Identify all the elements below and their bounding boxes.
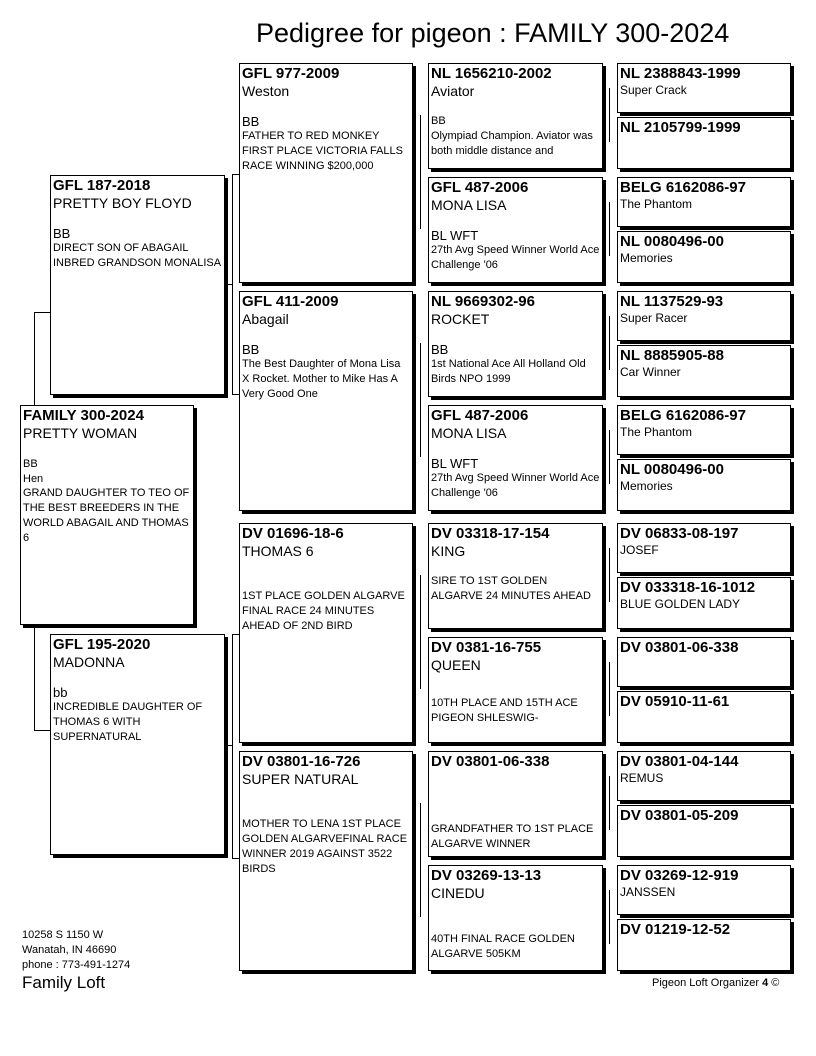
bird-name: Car Winner bbox=[620, 365, 681, 379]
app-name: Pigeon Loft Organizer bbox=[652, 977, 760, 989]
copyright-symbol: © bbox=[771, 977, 780, 989]
connector bbox=[34, 312, 50, 313]
address-line-1: 10258 S 1150 W bbox=[22, 929, 104, 941]
connector bbox=[420, 575, 421, 689]
sire-notes: DIRECT SON OF ABAGAIL INBRED GRANDSON MONALISA bbox=[53, 242, 222, 269]
gen5-card bbox=[617, 63, 791, 113]
band-id: DV 03801-06-338 bbox=[431, 753, 550, 770]
band-id: GFL 977-2009 bbox=[242, 65, 340, 82]
band-id: NL 1137529-93 bbox=[620, 293, 724, 310]
band-id: NL 2105799-1999 bbox=[620, 119, 741, 136]
bird-name: REMUS bbox=[620, 771, 664, 785]
bird-name: MONA LISA bbox=[431, 425, 507, 441]
band-id: DV 06833-08-197 bbox=[620, 525, 739, 542]
gen5-card bbox=[617, 231, 791, 283]
gen5-card bbox=[617, 577, 791, 629]
bird-color: BL WFT bbox=[431, 456, 479, 471]
page-title: Pedigree for pigeon : FAMILY 300-2024 bbox=[256, 18, 730, 48]
great-grandparent-card bbox=[428, 865, 603, 971]
bird-name: QUEEN bbox=[431, 657, 481, 673]
subject-notes: GRAND DAUGHTER TO TEO OF THE BEST BREEDERS IN THE WORLD ABAGAIL AND THOMAS 6 bbox=[23, 487, 190, 544]
band-id: DV 01696-18-6 bbox=[242, 525, 344, 542]
bird-name: Abagail bbox=[242, 311, 289, 327]
connector bbox=[224, 284, 232, 285]
band-id: DV 03269-12-919 bbox=[620, 867, 739, 884]
bird-name: BLUE GOLDEN LADY bbox=[620, 597, 741, 611]
connector bbox=[420, 803, 421, 917]
gen5-card bbox=[617, 865, 791, 915]
dam-band-id: GFL 195-2020 bbox=[53, 636, 151, 653]
bird-notes: MOTHER TO LENA 1ST PLACE GOLDEN ALGARVEFINAL RACE WINNER 2019 AGAINST 3522 BIRDS bbox=[242, 818, 408, 875]
bird-color bbox=[242, 574, 410, 589]
connector bbox=[232, 174, 233, 394]
gen5-card bbox=[617, 805, 791, 857]
bird-notes: SIRE TO 1ST GOLDEN ALGARVE 24 MINUTES AHEAD bbox=[431, 575, 591, 602]
loft-name: Family Loft bbox=[22, 973, 106, 992]
gen5-card bbox=[617, 291, 791, 341]
bird-notes: 1ST PLACE GOLDEN ALGARVE FINAL RACE 24 MINUTES AHEAD OF 2ND BIRD bbox=[242, 590, 405, 632]
band-id: GFL 411-2009 bbox=[242, 293, 339, 310]
bird-color: BB bbox=[242, 342, 260, 357]
connector bbox=[609, 776, 610, 830]
bird-notes: 10TH PLACE AND 15TH ACE PIGEON SHLESWIG- bbox=[431, 697, 578, 724]
band-id: NL 8885905-88 bbox=[620, 347, 724, 364]
connector bbox=[232, 394, 239, 395]
bird-name: The Phantom bbox=[620, 425, 693, 439]
connector bbox=[224, 745, 232, 746]
connector bbox=[609, 548, 610, 602]
bird-name: MONA LISA bbox=[431, 197, 507, 213]
great-grandparent-card bbox=[428, 63, 603, 169]
bird-color: BB bbox=[242, 114, 260, 129]
connector bbox=[34, 312, 35, 406]
bird-name: Super Crack bbox=[620, 83, 687, 97]
bird-name: JOSEF bbox=[620, 543, 659, 557]
bird-name: ROCKET bbox=[431, 311, 490, 327]
subject-name: PRETTY WOMAN bbox=[23, 425, 138, 441]
great-grandparent-card bbox=[428, 291, 603, 397]
band-id: DV 03801-06-338 bbox=[620, 639, 739, 656]
bird-color bbox=[242, 802, 410, 817]
bird-name: CINEDU bbox=[431, 885, 485, 901]
bird-color: BL WFT bbox=[431, 228, 479, 243]
bird-notes: 1st National Ace All Holland Old Birds NPO 1999 bbox=[431, 358, 586, 385]
great-grandparent-card bbox=[428, 751, 603, 857]
grandparent-card bbox=[239, 523, 413, 743]
bird-color: BB bbox=[431, 342, 449, 357]
gen5-card bbox=[617, 751, 791, 801]
phone: phone : 773-491-1274 bbox=[22, 959, 131, 971]
band-id: GFL 487-2006 bbox=[431, 179, 529, 196]
gen5-card bbox=[617, 523, 791, 573]
bird-name: Aviator bbox=[431, 83, 475, 99]
connector bbox=[609, 316, 610, 370]
band-id: DV 03801-04-144 bbox=[620, 753, 739, 770]
subject-band-id: FAMILY 300-2024 bbox=[23, 407, 144, 424]
bird-name: Weston bbox=[242, 83, 290, 99]
band-id: DV 05910-11-61 bbox=[620, 693, 730, 710]
bird-name: KING bbox=[431, 543, 466, 559]
connector bbox=[609, 662, 610, 716]
band-id: NL 0080496-00 bbox=[620, 233, 724, 250]
sire-band-id: GFL 187-2018 bbox=[53, 177, 151, 194]
dam-color: bb bbox=[53, 685, 68, 700]
connector bbox=[232, 858, 239, 859]
band-id: DV 033318-16-1012 bbox=[620, 579, 756, 596]
sire-color: BB bbox=[53, 226, 71, 241]
gen5-card bbox=[617, 637, 791, 687]
connector bbox=[420, 115, 421, 229]
grandparent-card bbox=[239, 751, 413, 971]
gen5-card bbox=[617, 691, 791, 743]
bird-notes: The Best Daughter of Mona Lisa X Rocket. Mother to Mike Has A Very Good One bbox=[242, 358, 401, 400]
subject-sex: Hen bbox=[23, 473, 44, 485]
gen5-card bbox=[617, 177, 791, 227]
bird-name: THOMAS 6 bbox=[242, 543, 314, 559]
band-id: DV 03318-17-154 bbox=[431, 525, 550, 542]
connector bbox=[420, 343, 421, 457]
great-grandparent-card bbox=[428, 405, 603, 511]
owner-address bbox=[22, 928, 130, 973]
connector bbox=[609, 890, 610, 944]
band-id: NL 2388843-1999 bbox=[620, 65, 741, 82]
subject-color: BB bbox=[23, 458, 38, 470]
subject-card bbox=[20, 405, 194, 625]
great-grandparent-card bbox=[428, 177, 603, 283]
grandparent-card bbox=[239, 63, 413, 283]
connector bbox=[609, 430, 610, 484]
bird-notes: FATHER TO RED MONKEY FIRST PLACE VICTORIA FALLS RACE WINNING $200,000 bbox=[242, 130, 403, 172]
great-grandparent-card bbox=[428, 637, 603, 743]
grandparent-card bbox=[239, 291, 413, 511]
connector bbox=[232, 634, 239, 635]
gen5-card bbox=[617, 345, 791, 397]
connector bbox=[232, 634, 233, 858]
sire-name: PRETTY BOY FLOYD bbox=[53, 195, 192, 211]
band-id: BELG 6162086-97 bbox=[620, 179, 746, 196]
bird-name: JANSSEN bbox=[620, 885, 676, 899]
bird-name: SUPER NATURAL bbox=[242, 771, 359, 787]
dam-notes: INCREDIBLE DAUGHTER OF THOMAS 6 WITH SUPERNATURAL bbox=[53, 701, 203, 743]
connector bbox=[609, 88, 610, 142]
band-id: DV 03801-16-726 bbox=[242, 753, 361, 770]
gen5-card bbox=[617, 117, 791, 169]
great-grandparent-card bbox=[428, 523, 603, 629]
connector bbox=[609, 202, 610, 256]
band-id: NL 1656210-2002 bbox=[431, 65, 552, 82]
band-id: DV 03801-05-209 bbox=[620, 807, 739, 824]
bird-notes: GRANDFATHER TO 1ST PLACE ALGARVE WINNER bbox=[431, 823, 594, 850]
address-line-2: Wanatah, IN 46690 bbox=[22, 944, 117, 956]
bird-notes: 27th Avg Speed Winner World Ace Challenge '06 bbox=[431, 244, 600, 271]
band-id: DV 01219-12-52 bbox=[620, 921, 731, 938]
bird-name: Memories bbox=[620, 251, 673, 265]
bird-notes: 27th Avg Speed Winner World Ace Challenge '06 bbox=[431, 472, 600, 499]
app-version: 4 bbox=[762, 977, 769, 989]
band-id: BELG 6162086-97 bbox=[620, 407, 746, 424]
bird-name bbox=[431, 771, 600, 788]
connector bbox=[232, 174, 239, 175]
dam-card bbox=[50, 634, 225, 855]
gen5-card bbox=[617, 919, 791, 971]
connector bbox=[34, 730, 50, 731]
bird-name: Super Racer bbox=[620, 311, 688, 325]
band-id: DV 03269-13-13 bbox=[431, 867, 542, 884]
band-id: GFL 487-2006 bbox=[431, 407, 529, 424]
band-id: DV 0381-16-755 bbox=[431, 639, 542, 656]
gen5-card bbox=[617, 459, 791, 511]
connector bbox=[34, 624, 35, 730]
dam-name: MADONNA bbox=[53, 654, 125, 670]
gen5-card bbox=[617, 405, 791, 455]
bird-notes: Olympiad Champion. Aviator was both middle distance and bbox=[431, 130, 593, 157]
app-credit bbox=[652, 977, 779, 989]
band-id: NL 9669302-96 bbox=[431, 293, 535, 310]
bird-name: The Phantom bbox=[620, 197, 693, 211]
bird-notes: 40TH FINAL RACE GOLDEN ALGARVE 505KM bbox=[431, 933, 575, 960]
bird-color: BB bbox=[431, 115, 446, 127]
bird-name: Memories bbox=[620, 479, 673, 493]
sire-card bbox=[50, 175, 225, 395]
band-id: NL 0080496-00 bbox=[620, 461, 724, 478]
